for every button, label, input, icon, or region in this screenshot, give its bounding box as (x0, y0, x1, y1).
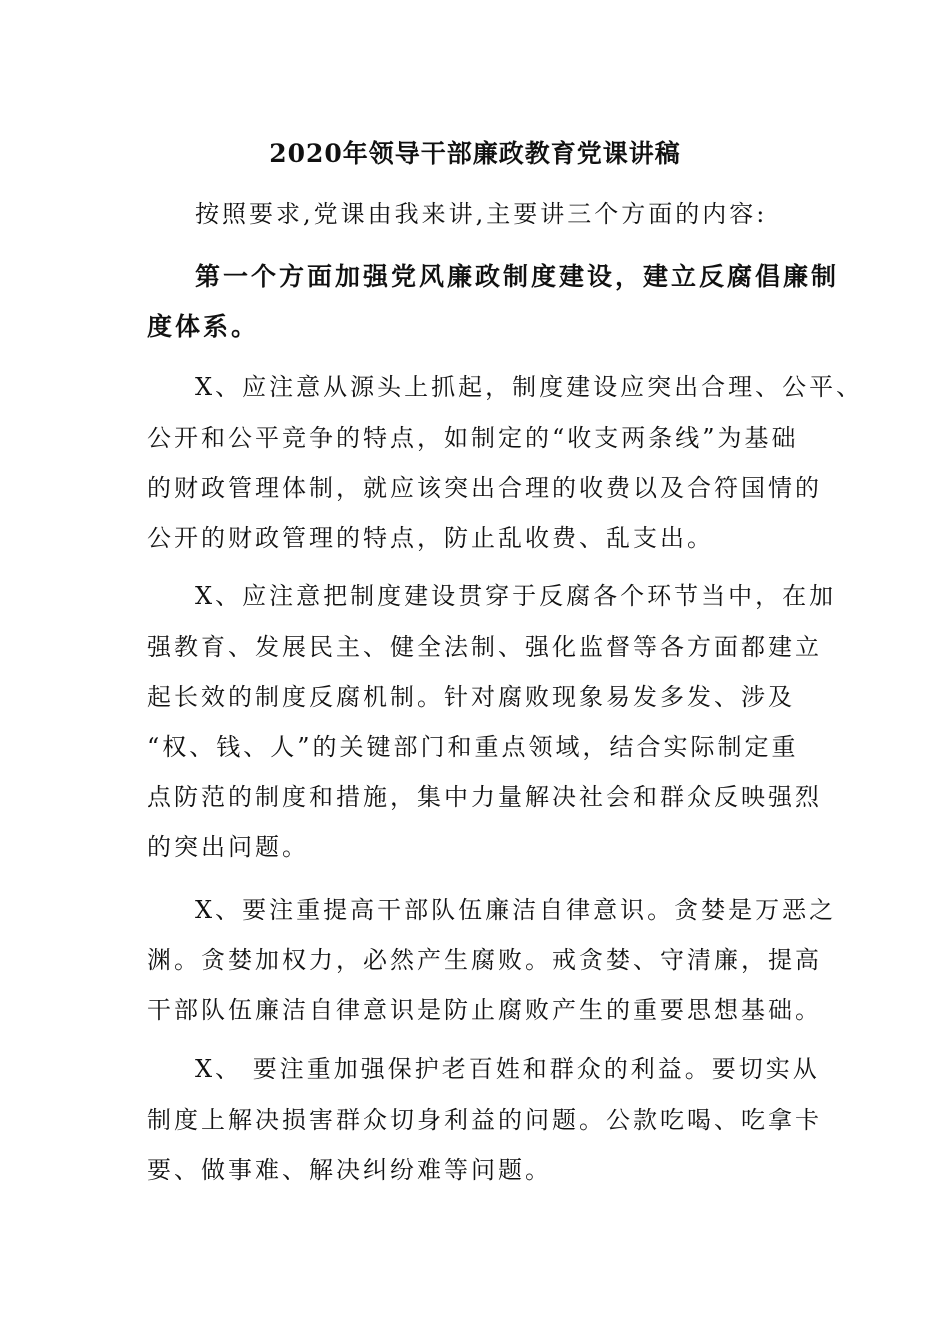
paragraph-line: X、 要注重加强保护老百姓和群众的利益。要切实从 (195, 1055, 820, 1083)
paragraph-line: 起长效的制度反腐机制。针对腐败现象易发多发、涉及 (147, 683, 795, 711)
paragraph-line: 点防范的制度和措施，集中力量解决社会和群众反映强烈 (147, 783, 822, 811)
paragraph-line: X、要注重提高干部队伍廉洁自律意识。贪婪是万恶之 (195, 896, 837, 924)
paragraph-line: 干部队伍廉洁自律意识是防止腐败产生的重要思想基础。 (147, 996, 822, 1024)
document-title: 2020年领导干部廉政教育党课讲稿 (269, 139, 681, 168)
paragraph-line: X、应注意从源头上抓起，制度建设应突出合理、公平、 (195, 373, 864, 401)
section-heading-line: 第一个方面加强党风廉政制度建设，建立反腐倡廉制 (195, 262, 840, 291)
paragraph-line: 要、做事难、解决纠纷难等问题。 (147, 1156, 552, 1184)
paragraph-line: 的财政管理体制，就应该突出合理的收费以及合符国情的 (147, 474, 822, 502)
paragraph-line: X、应注意把制度建设贯穿于反腐各个环节当中，在加 (195, 582, 837, 610)
paragraph-line: 渊。贪婪加权力，必然产生腐败。戒贪婪、守清廉，提高 (147, 946, 822, 974)
paragraph-line: 公开和公平竞争的特点，如制定的“收支两条线”为基础 (147, 424, 799, 452)
paragraph-line: 强教育、发展民主、健全法制、强化监督等各方面都建立 (147, 633, 822, 661)
section-heading-line: 度体系。 (147, 312, 260, 341)
paragraph-line: 制度上解决损害群众切身利益的问题。公款吃喝、吃拿卡 (147, 1106, 822, 1134)
paragraph-line: “权、钱、人”的关键部门和重点领域，结合实际制定重 (147, 733, 799, 761)
intro-text: 按照要求,党课由我来讲,主要讲三个方面的内容: (195, 200, 768, 228)
paragraph-line: 的突出问题。 (147, 833, 309, 861)
paragraph-line: 公开的财政管理的特点，防止乱收费、乱支出。 (147, 524, 714, 552)
